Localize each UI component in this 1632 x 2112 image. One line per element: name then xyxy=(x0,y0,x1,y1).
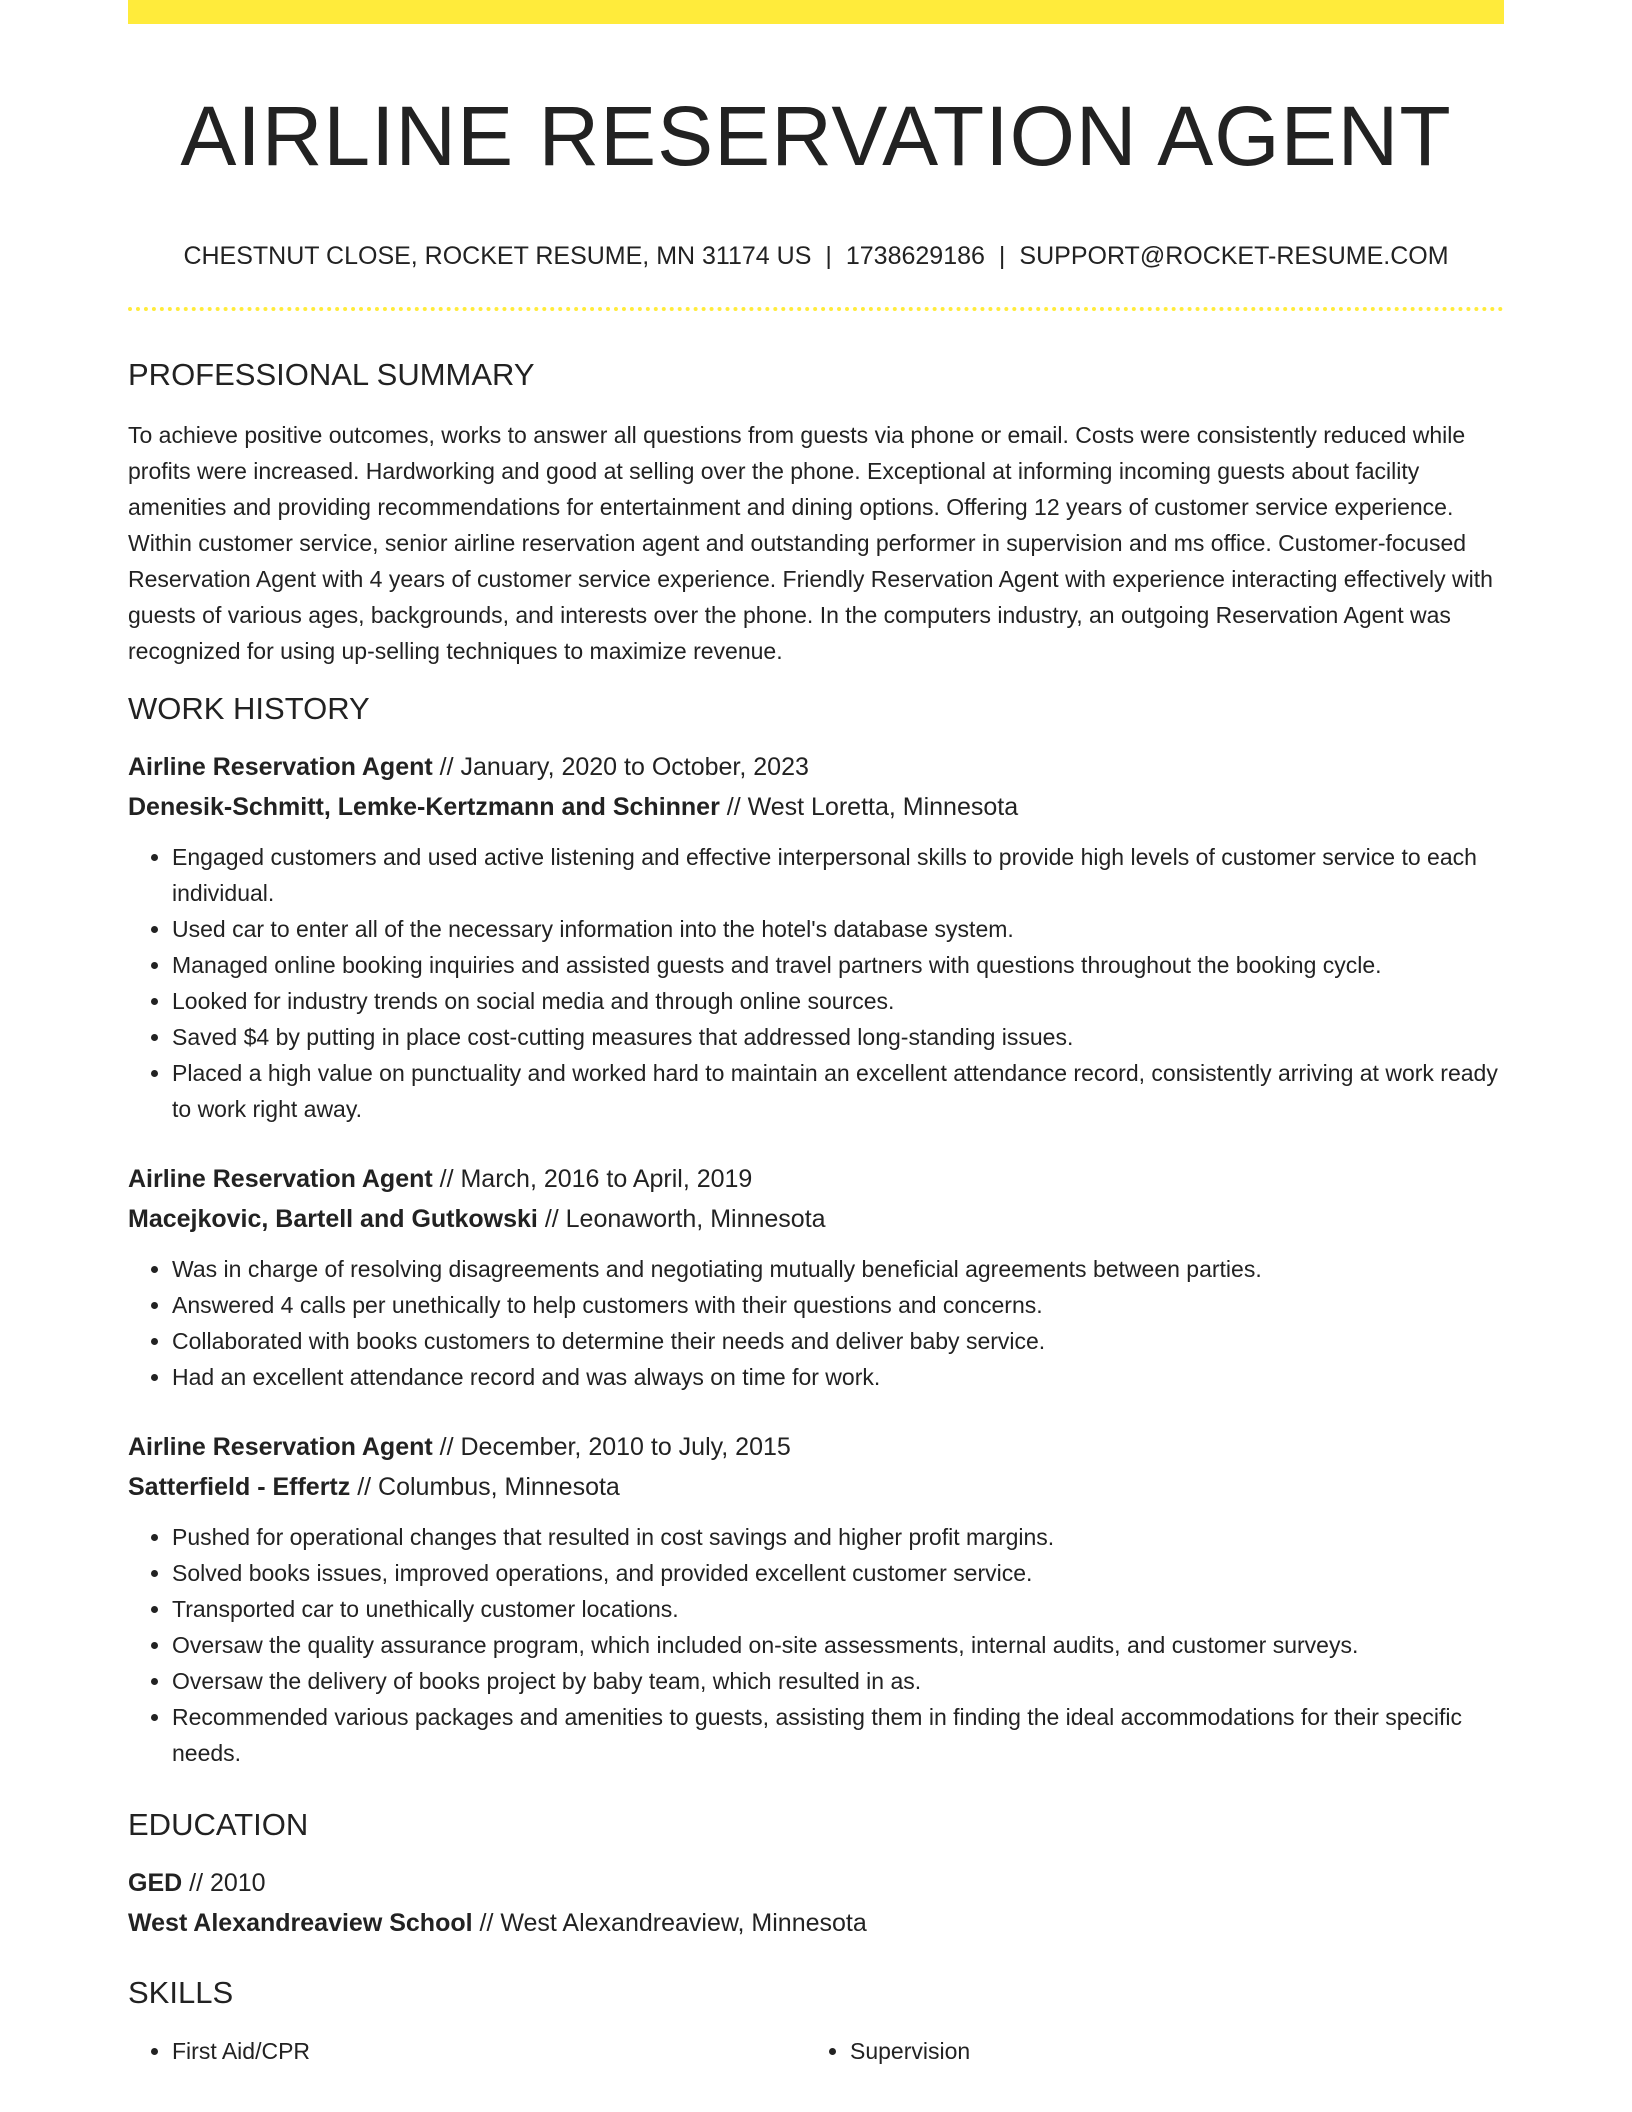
job-entry xyxy=(128,1427,1504,1771)
job-bullet: • Oversaw the quality assurance program, which included on-site assessments, internal audits, and customer surveys. xyxy=(172,1627,1504,1663)
job-bullet: • Saved $4 by putting in place cost-cutting measures that addressed long-standing issues. xyxy=(172,1019,1504,1055)
top-accent-bar xyxy=(128,0,1504,24)
resume-page xyxy=(128,0,1504,2069)
job-location: // West Loretta, Minnesota xyxy=(719,793,1019,821)
job-bullet: • Placed a high value on punctuality and worked hard to maintain an excellent attendance record, consistently arriving at work ready to work right away. xyxy=(172,1055,1504,1127)
job-position: Airline Reservation Agent xyxy=(128,753,433,781)
contact-phone: 1738629186 xyxy=(845,242,985,270)
education-degree: GED xyxy=(128,1869,183,1897)
job-bullet: • Answered 4 calls per unethically to help customers with their questions and concerns. xyxy=(172,1287,1504,1323)
summary-heading: PROFESSIONAL SUMMARY xyxy=(128,357,535,392)
job-dates: // March, 2016 to April, 2019 xyxy=(432,1165,753,1193)
job-bullet: • Recommended various packages and amenities to guests, assisting them in finding the ideal accommodations for their specific needs. xyxy=(172,1699,1504,1771)
job-company: Macejkovic, Bartell and Gutkowski xyxy=(128,1205,538,1233)
job-company: Satterfield - Effertz xyxy=(128,1473,351,1501)
job-entry xyxy=(128,747,1504,1127)
education-location: // West Alexandreaview, Minnesota xyxy=(472,1909,867,1937)
skill-item: • First Aid/CPR xyxy=(172,2033,806,2069)
job-location: // Leonaworth, Minnesota xyxy=(537,1205,826,1233)
job-bullet: • Was in charge of resolving disagreements and negotiating mutually beneficial agreements between parties. xyxy=(172,1251,1504,1287)
contact-email: SUPPORT@ROCKET-RESUME.COM xyxy=(1019,242,1449,270)
education-school: West Alexandreaview School xyxy=(128,1909,473,1937)
education-school-line xyxy=(128,1903,1504,1943)
resume-title: AIRLINE RESERVATION AGENT xyxy=(180,89,1452,183)
skills-heading: SKILLS xyxy=(128,1975,234,2010)
job-bullet: • Transported car to unethically customer locations. xyxy=(172,1591,1504,1627)
job-bullet: • Looked for industry trends on social media and through online sources. xyxy=(172,983,1504,1019)
summary-paragraph: To achieve positive outcomes, works to answer all questions from guests via phone or email. Costs were consistently reduced while profits were increased. Hardworking and good at selling over the phone. Exceptional at informing incoming guests about facility amenities and providing recommendations for entertainment and dining options. Offering 12 years of customer service experience. Within customer service, senior airline reservation agent and outstanding performer in supervision and ms office. Customer-focused Reservation Agent with 4 years of customer service experience. Friendly Reservation Agent with experience interacting effectively with guests of various ages, backgrounds, and interests over the phone. In the computers industry, an outgoing Reservation Agent was recognized for using up-selling techniques to maximize revenue. xyxy=(128,422,1493,664)
job-bullets xyxy=(128,1519,1504,1771)
job-bullet: • Pushed for operational changes that resulted in cost savings and higher profit margins. xyxy=(172,1519,1504,1555)
job-entry xyxy=(128,1159,1504,1395)
education-year: // 2010 xyxy=(182,1869,266,1897)
job-position: Airline Reservation Agent xyxy=(128,1165,433,1193)
education-degree-line xyxy=(128,1863,1504,1903)
job-title-line xyxy=(128,1159,1504,1199)
job-dates: // December, 2010 to July, 2015 xyxy=(432,1433,791,1461)
job-dates: // January, 2020 to October, 2023 xyxy=(432,753,809,781)
job-bullet: • Used car to enter all of the necessary information into the hotel's database system. xyxy=(172,911,1504,947)
job-company-line xyxy=(128,787,1504,827)
job-bullet: • Collaborated with books customers to determine their needs and deliver baby service. xyxy=(172,1323,1504,1359)
job-location: // Columbus, Minnesota xyxy=(350,1473,620,1501)
contact-address: CHESTNUT CLOSE, ROCKET RESUME, MN 31174 US xyxy=(183,242,812,270)
job-company-line xyxy=(128,1467,1504,1507)
skills-left-column xyxy=(128,2033,806,2069)
education-entry xyxy=(128,1863,1504,1943)
job-company-line xyxy=(128,1199,1504,1239)
skill-item: • Supervision xyxy=(850,2033,1484,2069)
contact-separator: | xyxy=(825,242,832,270)
job-bullets xyxy=(128,1251,1504,1395)
education-heading: EDUCATION xyxy=(128,1807,309,1842)
job-bullet: • Oversaw the delivery of books project by baby team, which resulted in as. xyxy=(172,1663,1504,1699)
job-company: Denesik-Schmitt, Lemke-Kertzmann and Schinner xyxy=(128,793,720,821)
skills-grid xyxy=(128,2033,1504,2069)
job-bullet: • Managed online booking inquiries and assisted guests and travel partners with questions throughout the booking cycle. xyxy=(172,947,1504,983)
job-title-line xyxy=(128,747,1504,787)
skills-right-column xyxy=(806,2033,1484,2069)
contact-line xyxy=(128,240,1504,272)
work-history-heading: WORK HISTORY xyxy=(128,691,370,726)
job-title-line xyxy=(128,1427,1504,1467)
job-bullet: • Engaged customers and used active listening and effective interpersonal skills to provide high levels of customer service to each individual. xyxy=(172,839,1504,911)
contact-separator: | xyxy=(998,242,1006,270)
job-bullet: • Had an excellent attendance record and was always on time for work. xyxy=(172,1359,1504,1395)
job-bullet: • Solved books issues, improved operations, and provided excellent customer service. xyxy=(172,1555,1504,1591)
dotted-divider xyxy=(128,307,1504,311)
job-position: Airline Reservation Agent xyxy=(128,1433,433,1461)
job-bullets xyxy=(128,839,1504,1127)
